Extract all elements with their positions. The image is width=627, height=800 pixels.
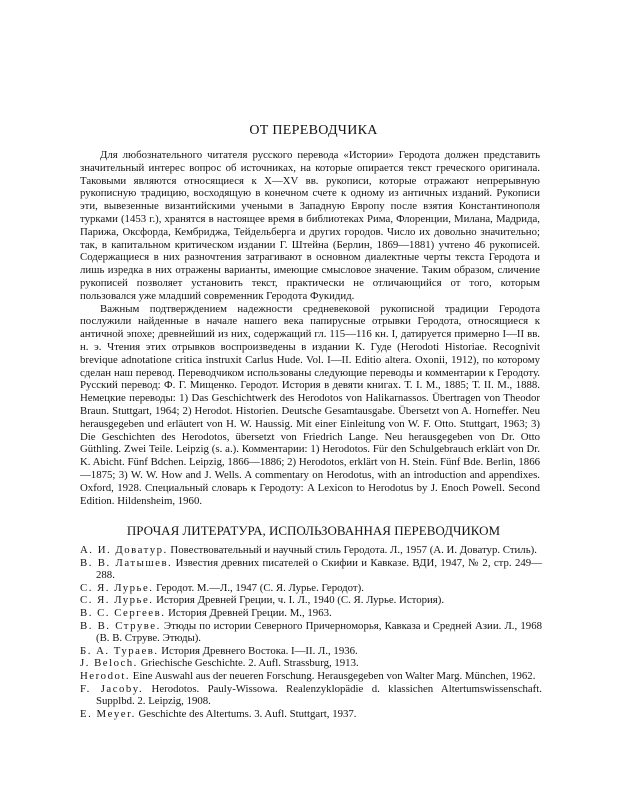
reference-text: История Древнего Востока. I—II. Л., 1936. <box>158 644 358 657</box>
list-item <box>80 620 542 645</box>
reference-author: F. Jacoby. <box>80 682 144 695</box>
intro-text <box>80 149 540 507</box>
list-item <box>80 645 542 658</box>
reference-author: С. Я. Лурье. <box>80 581 154 594</box>
list-item <box>80 582 542 595</box>
reference-text: Известия древних писателей о Скифии и Кавказе. ВДИ, 1947, № 2, стр. 249—288. <box>96 556 542 582</box>
reference-author: С. Я. Лурье. <box>80 594 154 607</box>
reference-author: Б. А. Тураев. <box>80 644 159 657</box>
reference-author: В. В. Струве. <box>80 619 161 632</box>
list-item <box>80 657 542 670</box>
paragraph: Важным подтверждением надежности средневековой рукописной традиции Геродота послужили найденные в начале нашего века папирусные отрывки Геродота, относящиеся к античной эпохе; древнейший из них, содержащий гл. 115—116 кн. I, датируется примерно I—II вв. н. э. Чтения этих отрывков воспроизведены в издании К. Гуде (Herodoti Historiae. Recognivit brevique adnotatione critica instruxit Carlus Hude. Vol. I—II. Editio altera. Oxonii, 1912), по которому сделан наш перевод. Переводчиком использованы следующие переводы и комментарии к Геродоту. Русский перевод: Ф. Г. Мищенко. Геродот. История в девяти книгах. Т. I. М., 1885; Т. II. М., 1888. Немецкие переводы: 1) Das Geschichtwerk des Herodotos von Halikarnassos. Übertragen von Theodor Braun. Stuttgart, 1964; 2) Herodot. Historien. Deutsche Gesamtausgabe. Übersetzt von A. Horneffer. Neu herausgegeben und erläutert von H. W. Haussig. Mit einer Einleitung von W. F. Otto. Stuttgart, 1963; 3) Die Geschichten des Herodotos, übersetzt von Friedrich Lange. Neu herausgegeben von Dr. Otto Güthling. Zwei Teile. Leipzig (s. a.). Комментарии: 1) Herodotos. Für den Schulgebrauch erklärt von Dr. K. Abicht. Fünf Bdchen. Leipzig, 1866—1886; 2) Herodotos, erklärt von H. Stein. Fünf Bde. Berlin, 1866—1875; 3) W. W. How and J. Wells. A commentary on Herodotus, with an introduction and appendixes. Oxford, 1928. Специальный словарь к Геродоту: A Lexicon to Herodotus by J. Enoch Powell. Second Edition. Hildensheim, 1960. <box>80 302 540 507</box>
reference-author: В. В. Латышев. <box>80 556 173 569</box>
reference-author: Herodot. <box>80 669 131 682</box>
reference-text: Geschichte des Altertums. 3. Aufl. Stuttgart, 1937. <box>135 707 357 720</box>
literature-heading: ПРОЧАЯ ЛИТЕРАТУРА, ИСПОЛЬЗОВАННАЯ ПЕРЕВОДЧИКОМ <box>126 523 501 538</box>
reference-text: Griechische Geschichte. 2. Aufl. Strassburg, 1913. <box>137 657 359 670</box>
reference-author: А. И. Доватур. <box>80 544 168 556</box>
list-item <box>80 607 542 620</box>
list-item <box>80 708 542 721</box>
reference-text: Повествовательный и научный стиль Геродота. Л., 1957 (А. И. Доватур. Стиль). <box>167 544 537 556</box>
reference-author: E. Meyer. <box>80 707 136 720</box>
reference-author: В. С. Сергеев. <box>80 606 166 619</box>
reference-text: Eine Auswahl aus der neueren Forschung. Herausgegeben von Walter Marg. München, 1962. <box>130 669 536 682</box>
reference-text: История Древней Греции, ч. I. Л., 1940 (С. Я. Лурье. История). <box>153 594 445 607</box>
list-item <box>80 544 542 557</box>
paragraph: Для любознательного читателя русского перевода «Истории» Геродота должен представить значительный интерес вопрос об источниках, на которые опирается текст греческого оригинала. Таковыми являются относящиеся к X—XV вв. рукописи, которые отражают непрерывную рукописную традицию, восходящую в конечном счете к одному из античных изданий. Рукописи эти, вывезенные византийскими учеными в Западную Европу после взятия Константинополя турками (1453 г.), хранятся в настоящее время в библиотеках Рима, Флоренции, Милана, Мадрида, Парижа, Оксфорда, Кембриджа, Тейдельберга и других городов. Число их довольно значительно; так, в капитальном критическом издании Г. Штейна (Берлин, 1869—1881) учтено 46 рукописей. Содержащиеся в них разночтения затрагивают в основном диалектные черты текста Геродота и лишь изредка в них отражены варианты, имеющие смысловое значение. Таким образом, сличение рукописей позволяет установить текст, практически не отличающийся от того, которым пользовался уже младший современник Геродота Фукидид. <box>80 149 540 302</box>
list-item <box>80 683 542 708</box>
reference-text: Этюды по истории Северного Причерноморья, Кавказа и Средней Азии. Л., 1968 (В. В. Струве. Этюды). <box>96 619 542 645</box>
list-item <box>80 557 542 582</box>
page-title: ОТ ПЕРЕВОДЧИКА <box>249 123 378 138</box>
reference-text: История Древней Греции. М., 1963. <box>165 606 332 619</box>
list-item <box>80 670 542 683</box>
reference-list <box>80 544 542 720</box>
reference-text: Геродот. М.—Л., 1947 (С. Я. Лурье. Геродот). <box>153 581 364 594</box>
reference-text: Herodotos. Pauly-Wissowa. Realenzyklopädie d. klassichen Altertumswissenschaft. Supplbd. 2. Leipzig, 1908. <box>96 682 542 708</box>
list-item <box>80 594 542 607</box>
reference-author: J. Beloch. <box>80 657 138 670</box>
